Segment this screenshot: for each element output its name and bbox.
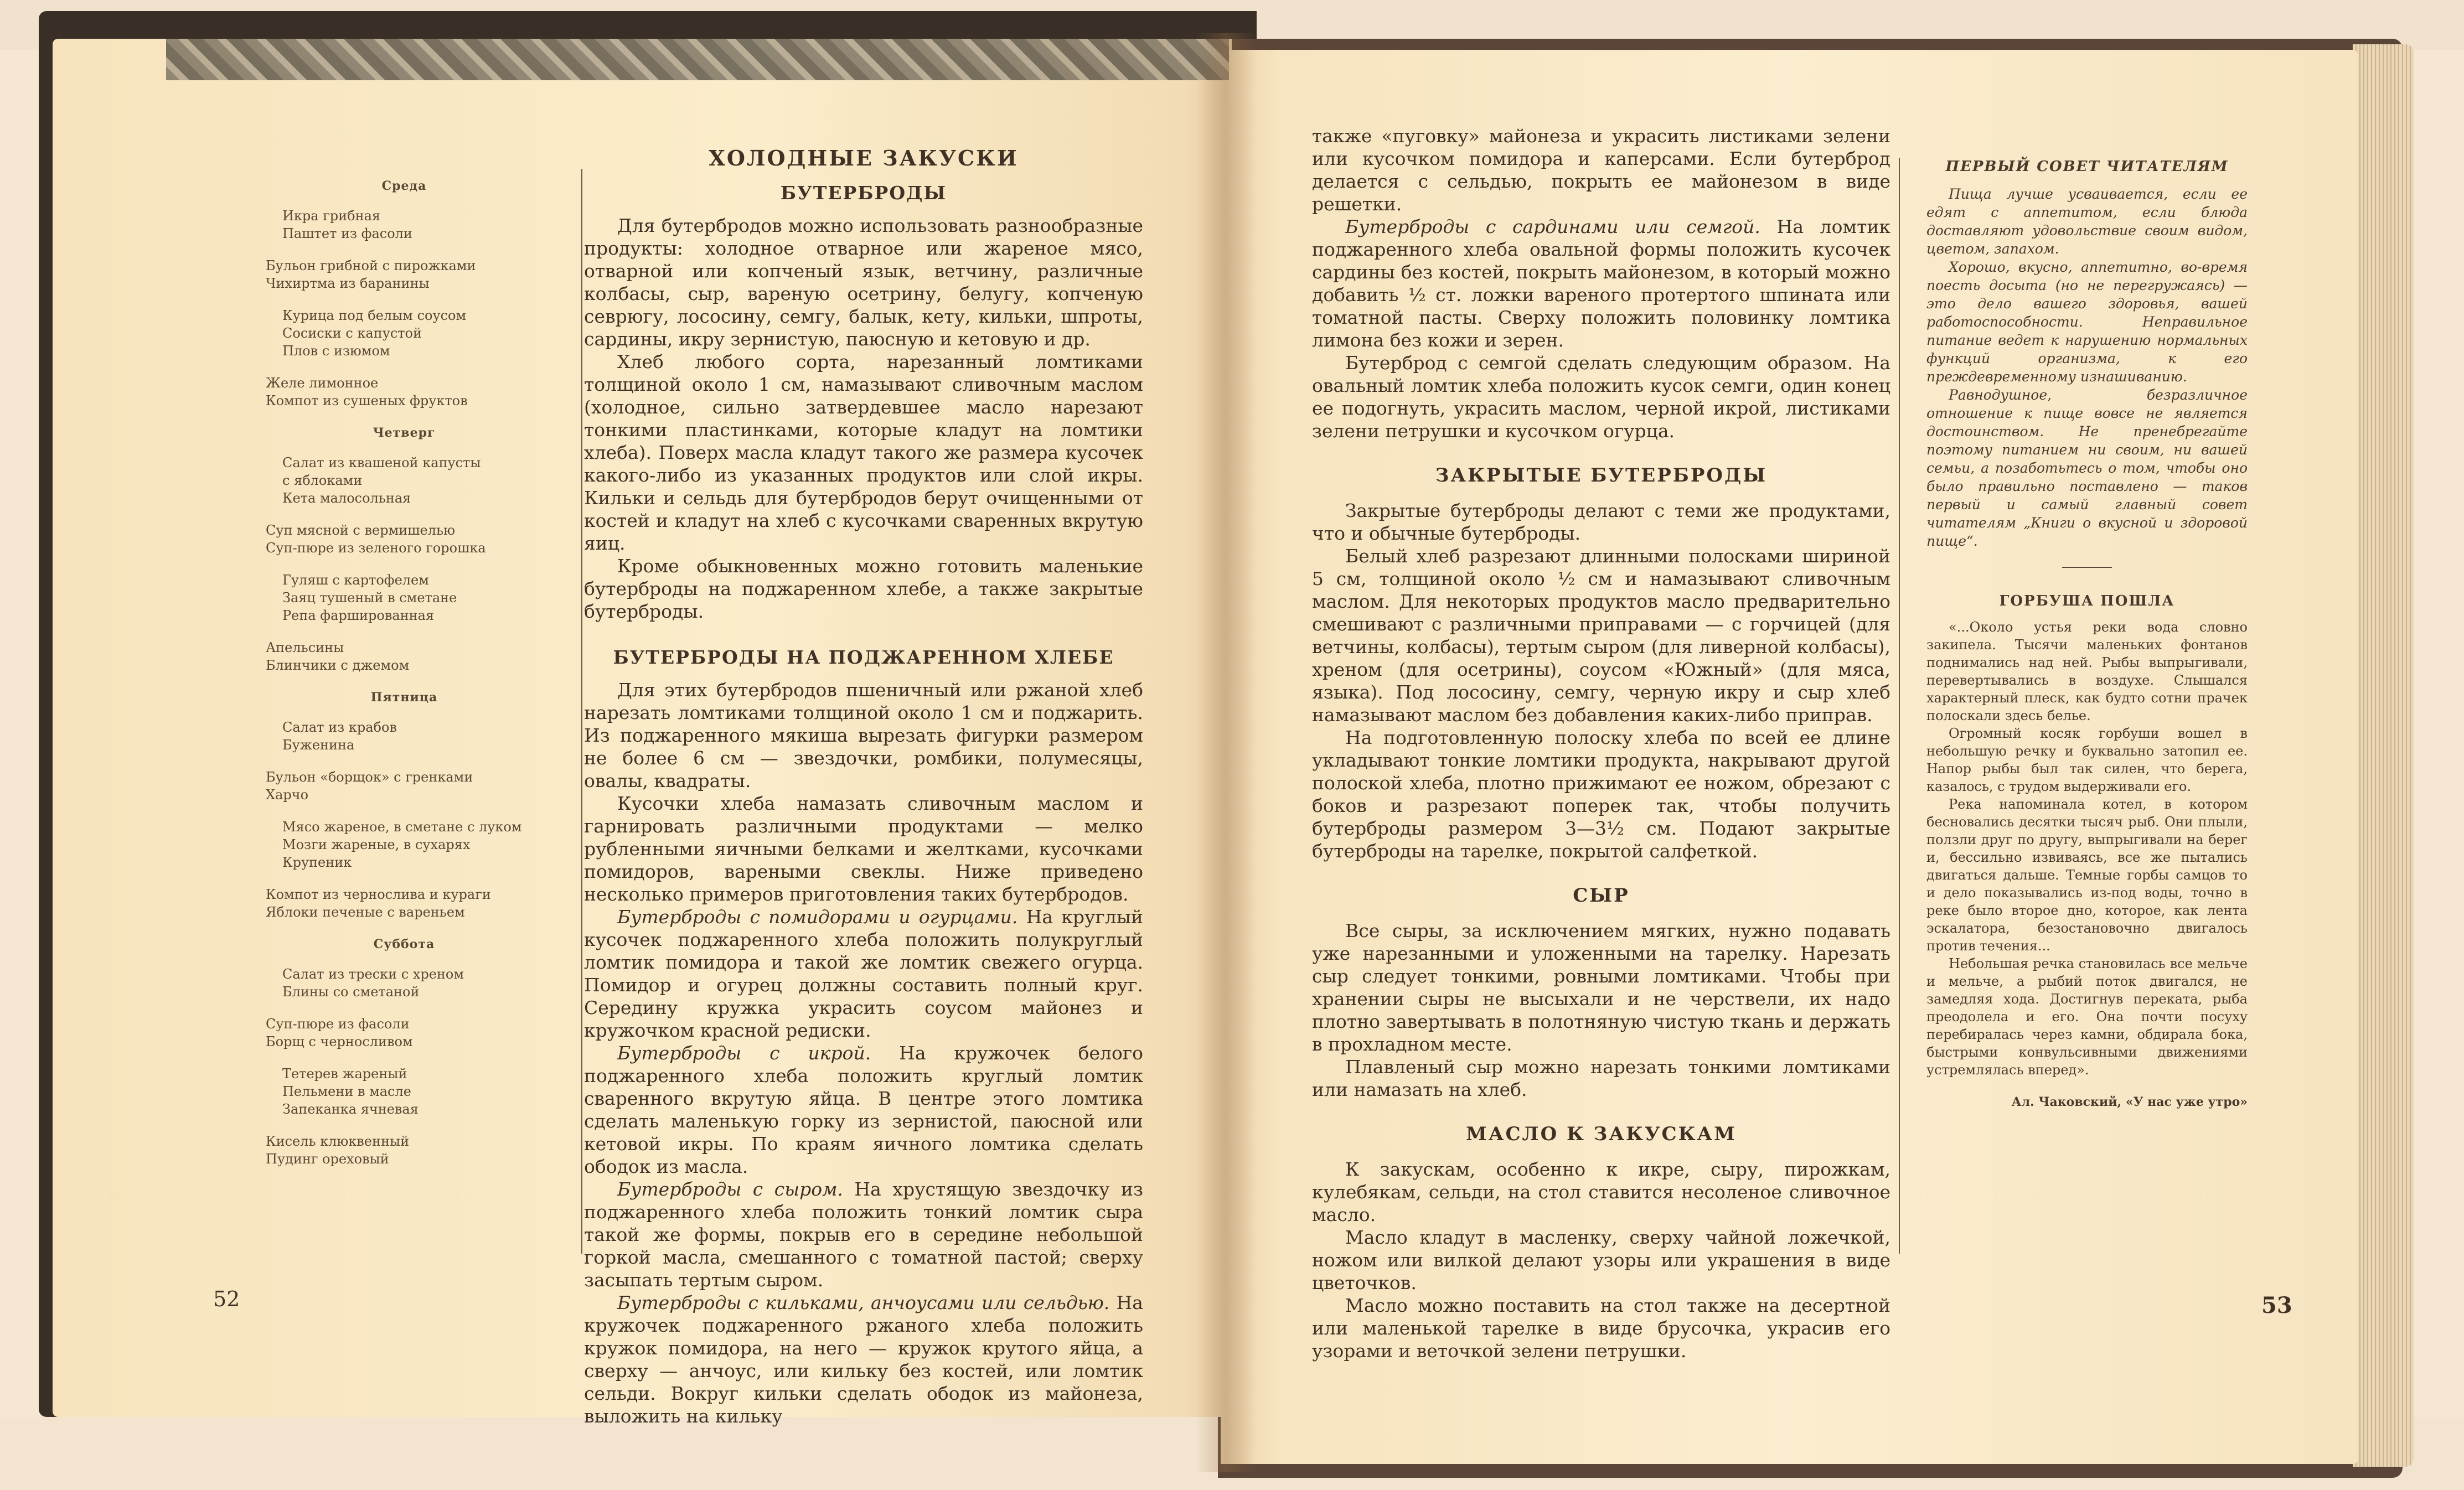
menu-course [266, 768, 548, 804]
recipe-text: На круглый кусочек поджаренного хлеба положить полукруглый ломтик помидора и такой же ломтик свежего огурца. Помидор и огурец должны составить полный круг. Середину кружка украсить соусом майонез и кружочком красной редиски. [584, 906, 1143, 1041]
section-toasted-sandwiches-text [584, 679, 1143, 1427]
paragraph: Небольшая речка становилась все мельче и мельче, а рыбий поток двигался, не замедляя хода. Достигнув переката, рыба преодолела и его. Она почти посуху перебиралась через камни, обдирала бока, быстрыми конвульсивными движениями устремлялась вперед». [1926, 956, 2248, 1078]
menu-dish: Чихиртма из баранины [266, 276, 430, 291]
recipe-name: Бутерброды с икрой. [617, 1042, 871, 1064]
page-number-left: 52 [213, 1287, 240, 1311]
recipe-text: На хрустящую звездочку из поджаренного хлеба положить тонкий ломтик сыра такой же формы, покрыв его в середине небольшой горкой масла, смешанного с томатной пастой; сверху засыпать тертым сыром. [584, 1178, 1143, 1291]
menu-day-heading: Среда [381, 179, 427, 193]
paragraph: Белый хлеб разрезают длинными полосками шириной 5 см, толщиной около ½ см и намазывают сливочным маслом. Для некоторых продуктов масло предварительно смешивают с различными приправами — с горчицей (для ветчины, колбасы), тертым сыром (для ливерной колбасы), хреном (для осетрины), соусом «Южный» (для мяса, языка). Под лососину, семгу, черную икру и сыр хлеб намазывают маслом без добавления каких-либо приправ. [1312, 545, 1890, 726]
menu-course [266, 521, 548, 557]
menu-dish: Суп-пюре из фасоли [266, 1016, 410, 1032]
menu-dish: Бульон «борщок» с гренками [266, 769, 473, 785]
paragraph: Огромный косяк горбуши вошел в небольшую речку и буквально затопил ее. Напор рыбы был так силен, что берега, казалось, с трудом выдерживали его. [1926, 726, 2248, 794]
recipe-text: Кусочки хлеба намазать сливочным маслом и гарнировать различными продуктами — мелко рубленными яичными белками и желтками, кусочками помидоров, вареными свеклы. Ниже приведено несколько примеров приготовления таких бутербродов. [584, 793, 1143, 905]
section-cheese-text [1312, 919, 1890, 1101]
menu-dish: Салат из квашеной капусты [282, 455, 481, 470]
menu-course [282, 571, 548, 624]
menu-dish: Компот из чернослива и кураги [266, 887, 491, 902]
menu-dish: Паштет из фасоли [282, 226, 412, 241]
paragraph [584, 1042, 1143, 1178]
menu-dish: Салат из трески с хреном [282, 966, 464, 982]
menu-course [266, 1015, 548, 1051]
menu-dish: Бульон грибной с пирожками [266, 258, 476, 273]
sidebar [1926, 158, 2248, 1110]
menu-course [266, 886, 548, 921]
story-text [1926, 618, 2248, 1079]
recipe-name: Бутерброды с сыром. [617, 1178, 843, 1200]
continued-text [1312, 125, 1890, 442]
column-divider-right [1899, 158, 1900, 1254]
menu-dish: Суп-пюре из зеленого горошка [266, 540, 486, 556]
story-citation: Ал. Чаковский, «У нас уже утро» [2011, 1095, 2248, 1109]
menu-dish: Блинчики с джемом [266, 658, 410, 673]
menu-dish: Кета малосольная [282, 490, 411, 506]
menu-dish: Компот из сушеных фруктов [266, 393, 468, 408]
marbled-endpaper [166, 39, 1229, 80]
paragraph [584, 1291, 1143, 1427]
menu-dish: Заяц тушеный в сметане [282, 590, 457, 606]
recipe-text: Для этих бутербродов пшеничный или ржаной хлеб нарезать ломтиками толщиной около 1 см и поджарить. Из поджаренного мякиша вырезать фигурки размером не более 6 см — звездочки, ромбики, полумесяцы, овалы, квадраты. [584, 679, 1143, 791]
column-divider-left [581, 169, 582, 1254]
section-title-sandwiches: БУТЕРБРОДЫ [780, 182, 947, 204]
paragraph: Хлеб любого сорта, нарезанный ломтиками толщиной около 1 см, намазывают сливочным маслом (холодное, сильно затвердевшее масло нарезают тонкими пластинками, которые кладут на ломтики хлеба). Поверх масла кладут такого же размера кусочек какого-либо из указанных продуктов или слой икры. Кильки и сельдь для бутербродов берут очищенными от костей и кладут на хлеб с кусочками сваренных вкрутую яиц. [584, 351, 1143, 554]
recipe-name: Бутерброды с сардинами или семгой. [1345, 216, 1760, 237]
menu-day-heading: Суббота [373, 937, 435, 951]
menu-day-heading: Четверг [373, 426, 436, 440]
menu-dish: Курица под белым соусом [282, 308, 467, 323]
menu-dish: Запеканка ячневая [282, 1101, 419, 1117]
left-main-column [584, 147, 1143, 1427]
paragraph: Для бутербродов можно использовать разнообразные продукты: холодное отварное или жареное мясо, отварной или копченый язык, ветчину, различные колбасы, сыр, вареную осетрину, белугу, копченую севрюгу, лососину, семгу, балык, кету, кильки, шпроты, сардины, икру зернистую, паюсную и кетовую и др. [584, 215, 1143, 350]
menu-course [266, 257, 548, 292]
paragraph: Пища лучше усваивается, если ее едят с аппетитом, если блюда доставляют удовольствие своим видом, цветом, запахом. [1926, 186, 2248, 257]
menu-course [266, 639, 548, 674]
menu-course [282, 454, 548, 507]
menu-dish: Пудинг ореховый [266, 1151, 389, 1167]
paragraph [584, 679, 1143, 792]
advice-title: ПЕРВЫЙ СОВЕТ ЧИТАТЕЛЯМ [1945, 158, 2229, 175]
weekly-menu [260, 177, 548, 1182]
menu-dish: Гуляш с картофелем [282, 572, 429, 588]
menu-dish: Блины со сметаной [282, 984, 420, 1000]
page-edges [2353, 44, 2414, 1467]
chapter-title: ХОЛОДНЫЕ ЗАКУСКИ [709, 146, 1019, 170]
menu-dish: Плов с изюмом [282, 343, 390, 359]
section-butter-text [1312, 1158, 1890, 1362]
menu-course [282, 207, 548, 242]
menu-dish: Мясо жареное, в сметане с луком [282, 819, 522, 835]
paragraph [584, 1178, 1143, 1291]
recipe-name: Бутерброды с кильками, анчоусами или сельдью. [617, 1292, 1110, 1313]
menu-dish: Мозги жареные, в сухарях [282, 837, 471, 852]
menu-course [282, 718, 548, 754]
paragraph: Закрытые бутерброды делают с теми же продуктами, что и обычные бутерброды. [1312, 500, 1890, 544]
menu-dish: Икра грибная [282, 208, 381, 224]
section-title-butter: МАСЛО К ЗАКУСКАМ [1466, 1123, 1737, 1145]
recipe-text: На ломтик поджаренного хлеба овальной формы положить кусочек сардины без костей, покрыть майонезом, в который можно добавить ½ ст. ложки вареного протертого шпината или томатной пасты. Сверху положить половинку ломтика лимона без кожи и зерен. [1312, 216, 1891, 351]
menu-dish: Тетерев жареный [282, 1066, 407, 1082]
menu-dish: Апельсины [266, 640, 344, 655]
right-main-column [1312, 125, 1890, 1362]
paragraph [1312, 351, 1890, 442]
recipe-text: На кружочек поджаренного ржаного хлеба положить кружок помидора, на него — кружок крутого яйца, а сверху — анчоус, или кильку без костей, или ломтик сельди. Вокруг кильки сделать ободок из майонеза, выложить на кильку [584, 1292, 1143, 1427]
section-closed-sandwiches-text [1312, 499, 1890, 862]
menu-course [266, 1132, 548, 1168]
menu-dish: Яблоки печеные с вареньем [266, 904, 465, 920]
recipe-text: На кружочек белого поджаренного хлеба положить круглый ломтик сваренного вкрутую яйца. В центре этого ломтика сделать маленькую горку из зернистой, паюсной или кетовой икры. По краям яичного ломтика сделать ободок из масла. [584, 1042, 1144, 1177]
paragraph [584, 906, 1143, 1042]
page-number-right: 53 [2261, 1292, 2292, 1318]
paragraph: Равнодушное, безразличное отношение к пище вовсе не является достоинством. Не пренебрегайте поэтому питанием ни своим, ни вашей семьи, а позаботьтесь о том, чтобы оно было правильно поставлено — таков первый и самый главный совет читателям „Книги о вкусной и здоровой пище“. [1926, 387, 2248, 549]
menu-course [282, 307, 548, 360]
menu-course [282, 818, 548, 871]
menu-course [266, 374, 548, 410]
paragraph [1312, 125, 1890, 215]
book-gutter [1196, 33, 1257, 1472]
menu-dish: Буженина [282, 737, 355, 753]
menu-dish: Крупеник [282, 855, 352, 870]
menu-course [282, 965, 548, 1001]
advice-text [1926, 185, 2248, 550]
paragraph: Река напоминала котел, в котором бесновались десятки тысяч рыб. Они плыли, ползли друг по другу, выпрыгивали на берег и, бессильно извиваясь, все же пытались двигаться дальше. Темные горбы самцов то и дело показывались из-под воды, точно в реке было второе дно, которое, как лента эскалатора, безостановочно двигалось против течения... [1926, 796, 2248, 954]
paragraph: Все сыры, за исключением мягких, нужно подавать уже нарезанными и уложенными на тарелку. Нарезать сыр следует тонкими, ровными ломтиками. Чтобы при хранении сыры не высыхали и не черствели, их надо плотно завертывать в полотняную чистую ткань и держать в прохладном месте. [1312, 920, 1890, 1055]
paragraph [1312, 215, 1890, 351]
menu-course [282, 1065, 548, 1118]
paragraph: Плавленый сыр можно нарезать тонкими ломтиками или намазать на хлеб. [1312, 1056, 1890, 1100]
section-title-closed-sandwiches: ЗАКРЫТЫЕ БУТЕРБРОДЫ [1435, 464, 1768, 487]
menu-dish: Харчо [266, 787, 309, 803]
recipe-text: Бутерброд с семгой сделать следующим образом. На овальный ломтик хлеба положить кусок семги, один конец ее подогнуть, украсить маслом, черной икрой, листиками зелени петрушки и кусочком огурца. [1312, 352, 1890, 442]
section-sandwiches-text [584, 214, 1143, 623]
section-title-cheese: СЫР [1573, 884, 1630, 907]
section-title-toasted-sandwiches: БУТЕРБРОДЫ НА ПОДЖАРЕННОМ ХЛЕБЕ [613, 646, 1114, 668]
sidebar-divider [2062, 567, 2112, 568]
menu-dish: Суп мясной с вермишелью [266, 522, 455, 538]
menu-dish: Салат из крабов [282, 720, 397, 735]
paragraph: Хорошо, вкусно, аппетитно, во-время поесть досыта (но не перегружаясь) — это дело вашего здоровья, вашей работоспособности. Неправильное питание ведет к нарушению нормальных функций организма, к его преждевременному изнашиванию. [1926, 259, 2248, 385]
paragraph: Масло кладут в масленку, сверху чайной ложечкой, ножом или вилкой делают узоры или украшения в виде цветочков. [1312, 1227, 1890, 1294]
menu-dish: Сосиски с капустой [282, 325, 422, 341]
menu-dish: Пельмени в масле [282, 1084, 411, 1099]
recipe-name: Бутерброды с помидорами и огурцами. [617, 906, 1018, 928]
menu-day-heading: Пятница [370, 690, 438, 705]
menu-dish: с яблоками [282, 473, 363, 488]
menu-dish: Кисель клюквенный [266, 1134, 410, 1149]
paragraph: К закускам, особенно к икре, сыру, пирожкам, кулебякам, сельди, на стол ставится несоленое сливочное масло. [1312, 1158, 1890, 1225]
menu-dish: Желе лимонное [266, 375, 379, 391]
menu-dish: Борщ с черносливом [266, 1034, 413, 1049]
story-title: ГОРБУША ПОШЛА [1999, 593, 2175, 609]
paragraph [584, 792, 1143, 906]
paragraph: Масло можно поставить на стол также на десертной или маленькой тарелке в виде брусочка, украсив его узорами и веточкой зелени петрушки. [1312, 1295, 1890, 1362]
paragraph: На подготовленную полоску хлеба по всей ее длине укладывают тонкие ломтики продукта, накрывают другой полоской хлеба, плотно прижимают ее ножом, обрезают с боков и разрезают поперек так, чтобы получить бутерброды размером 3—3½ см. Подают закрытые бутерброды на тарелке, покрытой салфеткой. [1312, 727, 1890, 862]
recipe-text: также «пуговку» майонеза и украсить листиками зелени или кусочком помидора и каперсами. Если бутерброд делается с сельдью, покрыть ее майонезом в виде решетки. [1312, 125, 1890, 215]
paragraph: Кроме обыкновенных можно готовить маленькие бутерброды на поджаренном хлебе, а также закрытые бутерброды. [584, 555, 1143, 622]
paragraph: «...Около устья реки вода словно закипела. Тысячи маленьких фонтанов поднимались над ней. Рыбы выпрыгивали, перевертывались в воздухе. Слышался характерный плеск, как будто сотни прачек полоскали здесь белье. [1926, 619, 2248, 723]
menu-dish: Репа фаршированная [282, 608, 435, 623]
